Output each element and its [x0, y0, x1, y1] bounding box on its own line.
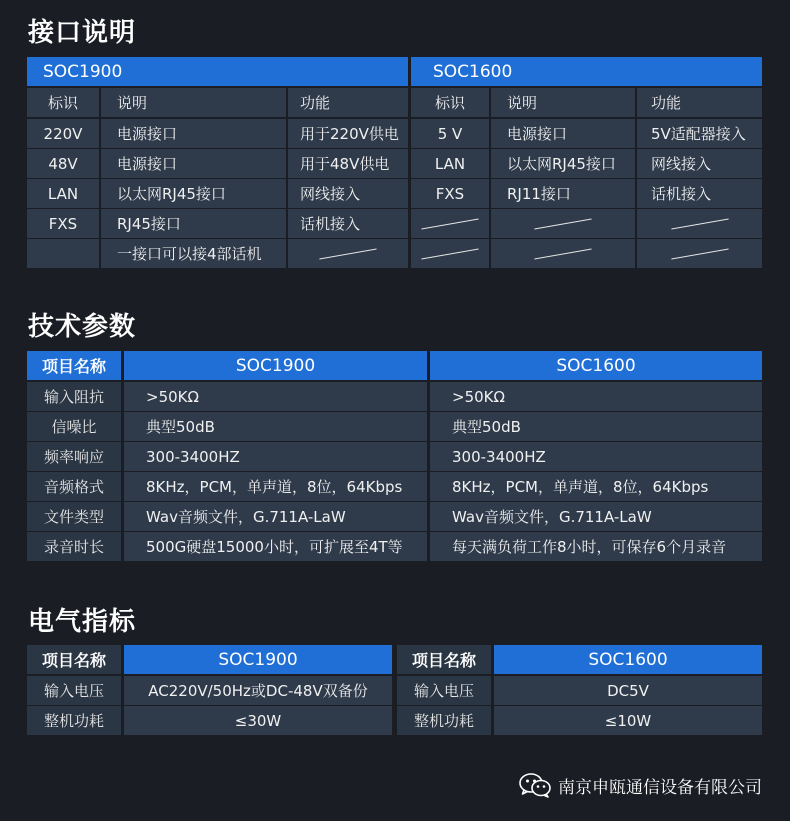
- slash-mark: [421, 218, 478, 229]
- column-header: 功能: [637, 88, 762, 117]
- table-cell: Wav音频文件，G.711A-LaW: [430, 502, 762, 531]
- table-cell: 220V: [27, 119, 99, 148]
- section-title-tech: 技术参数: [28, 312, 137, 342]
- slash-mark: [534, 248, 591, 259]
- column-header: 项目名称: [397, 645, 491, 674]
- table-cell: ≤10W: [494, 706, 762, 735]
- column-header: 项目名称: [27, 351, 121, 380]
- table-cell: 电源接口: [101, 119, 286, 148]
- wechat-icon: [518, 772, 552, 798]
- table-cell: 网线接入: [637, 149, 762, 178]
- empty-cell-slash: [637, 239, 762, 268]
- column-header: 项目名称: [27, 645, 121, 674]
- table-cell: LAN: [411, 149, 489, 178]
- table-cell: 网线接入: [288, 179, 408, 208]
- row-label: 信噪比: [27, 412, 121, 441]
- table-cell: 每天满负荷工作8小时，可保存6个月录音: [430, 532, 762, 561]
- table-cell: 以太网RJ45接口: [491, 149, 635, 178]
- slash-mark: [671, 218, 728, 229]
- column-header: SOC1600: [430, 351, 762, 380]
- table-cell: LAN: [27, 179, 99, 208]
- table-cell: 电源接口: [491, 119, 635, 148]
- empty-cell-slash: [491, 239, 635, 268]
- section-title-elec: 电气指标: [28, 607, 137, 637]
- column-header: 说明: [101, 88, 286, 117]
- table-cell: DC5V: [494, 676, 762, 705]
- column-header: 说明: [491, 88, 635, 117]
- table-cell: 48V: [27, 149, 99, 178]
- table-cell: ≤30W: [124, 706, 392, 735]
- table-cell: RJ11接口: [491, 179, 635, 208]
- row-label: 输入阻抗: [27, 382, 121, 411]
- table-header-model: SOC1600: [411, 57, 762, 86]
- table-cell: FXS: [27, 209, 99, 238]
- row-label: 频率响应: [27, 442, 121, 471]
- column-header: 标识: [411, 88, 489, 117]
- table-cell: 电源接口: [101, 149, 286, 178]
- table-cell: 300-3400HZ: [124, 442, 427, 471]
- slash-mark: [671, 248, 728, 259]
- table-cell: 5V适配器接入: [637, 119, 762, 148]
- column-header: 功能: [288, 88, 408, 117]
- table-cell: 典型50dB: [124, 412, 427, 441]
- table-cell: >50KΩ: [430, 382, 762, 411]
- row-label: 整机功耗: [27, 706, 121, 735]
- empty-cell-slash: [288, 239, 408, 268]
- table-cell: 话机接入: [637, 179, 762, 208]
- section-title-interface: 接口说明: [28, 18, 137, 48]
- table-cell: AC220V/50Hz或DC-48V双备份: [124, 676, 392, 705]
- table-cell: 500G硬盘15000小时，可扩展至4T等: [124, 532, 427, 561]
- company-name: 南京申瓯通信设备有限公司: [558, 777, 762, 798]
- table-header-model: SOC1900: [27, 57, 408, 86]
- table-cell: >50KΩ: [124, 382, 427, 411]
- table-cell: 用于48V供电: [288, 149, 408, 178]
- table-cell: 5 V: [411, 119, 489, 148]
- empty-cell-slash: [637, 209, 762, 238]
- footer-brand: [518, 772, 762, 798]
- empty-cell-slash: [411, 239, 489, 268]
- table-cell: [27, 239, 99, 268]
- slash-mark: [534, 218, 591, 229]
- slash-mark: [421, 248, 478, 259]
- table-cell: FXS: [411, 179, 489, 208]
- empty-cell-slash: [491, 209, 635, 238]
- table-cell: 一接口可以接4部话机: [101, 239, 286, 268]
- row-label: 输入电压: [27, 676, 121, 705]
- table-cell: 用于220V供电: [288, 119, 408, 148]
- row-label: 录音时长: [27, 532, 121, 561]
- column-header: 标识: [27, 88, 99, 117]
- table-cell: 300-3400HZ: [430, 442, 762, 471]
- row-label: 输入电压: [397, 676, 491, 705]
- table-cell: 以太网RJ45接口: [101, 179, 286, 208]
- slash-mark: [319, 248, 376, 259]
- column-header: SOC1900: [124, 351, 427, 380]
- row-label: 音频格式: [27, 472, 121, 501]
- table-cell: 8KHz，PCM，单声道，8位，64Kbps: [430, 472, 762, 501]
- column-header: SOC1900: [124, 645, 392, 674]
- table-cell: 8KHz，PCM，单声道，8位，64Kbps: [124, 472, 427, 501]
- column-header: SOC1600: [494, 645, 762, 674]
- table-cell: RJ45接口: [101, 209, 286, 238]
- table-cell: 话机接入: [288, 209, 408, 238]
- table-cell: Wav音频文件，G.711A-LaW: [124, 502, 427, 531]
- row-label: 文件类型: [27, 502, 121, 531]
- table-cell: 典型50dB: [430, 412, 762, 441]
- row-label: 整机功耗: [397, 706, 491, 735]
- empty-cell-slash: [411, 209, 489, 238]
